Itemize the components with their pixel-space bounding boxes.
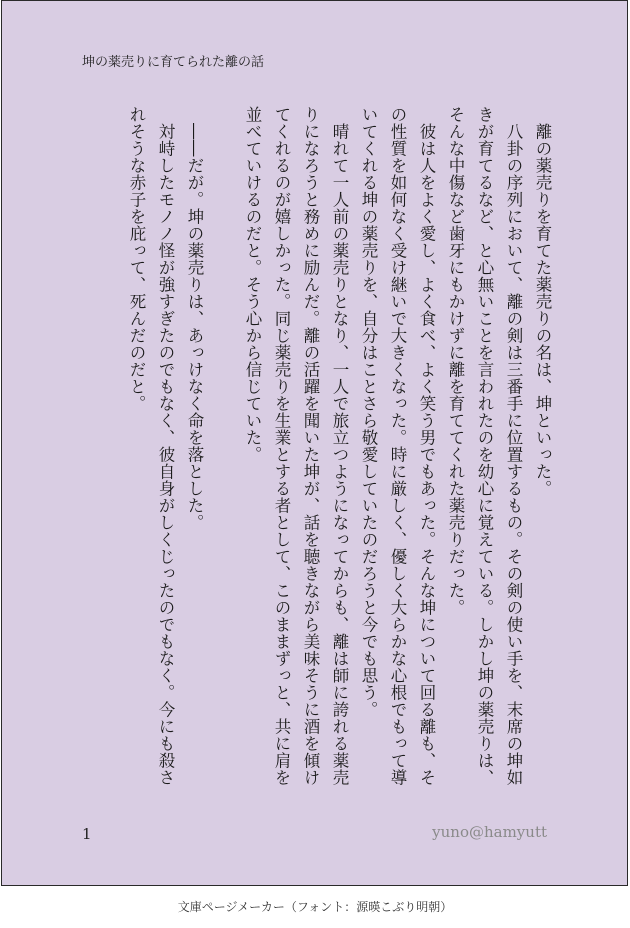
paragraph-6: 対峙したモノノ怪が強すぎたのでもなく、彼自身がしくじったのでもなく。今にも殺されそうな赤子を庇って、死んだのだと。 [127, 106, 175, 786]
paragraph-5: ――だが。坤の薬売りは、あっけなく命を落とした。 [185, 106, 204, 531]
vertical-body-text [122, 106, 557, 796]
book-page [1, 0, 628, 886]
blank-line [209, 106, 238, 796]
paragraph-2: 八卦の序列において、離の剣は三番手に位置するもの。その剣の使い手を、末席の坤如きが育てるなど、と心無いことを言われたのを幼心に覚えている。しかし坤の薬売りは、そんな中傷など歯牙にもかけずに離を育ててくれた薬売りだった。 [446, 106, 523, 786]
page-number: 1 [82, 825, 92, 843]
generator-footer: 文庫ページメーカー（フォント：源暎こぶり明朝） [177, 900, 453, 914]
paragraph-4: 晴れて一人前の薬売りとなり、一人で旅立つようになってからも、離は師に誇れる薬売りになろうと務めに励んだ。離の活躍を聞いた坤が、話を聴きながら美味そうに酒を傾けてくれるのが嬉しかった。同じ薬売りを生業とする者として、このままずっと、共に肩を並べていけるのだと。そう心から信じていた。 [243, 106, 349, 786]
paragraph-1: 離の薬売りを育てた薬売りの名は、坤といった。 [533, 106, 552, 497]
author-credit: yuno@hamyutt [432, 823, 547, 841]
page-header-title: 坤の薬売りに育てられた離の話 [82, 55, 265, 70]
paragraph-3: 彼は人をよく愛し、よく食べ、よく笑う男でもあった。そんな坤について回る離も、その性質を如何なく受け継いで大きくなった。時に厳しく、優しく大らかな心根でもって導いてくれる坤の薬売りを、自分はことさら敬愛していたのだろうと今でも思う。 [359, 106, 436, 786]
